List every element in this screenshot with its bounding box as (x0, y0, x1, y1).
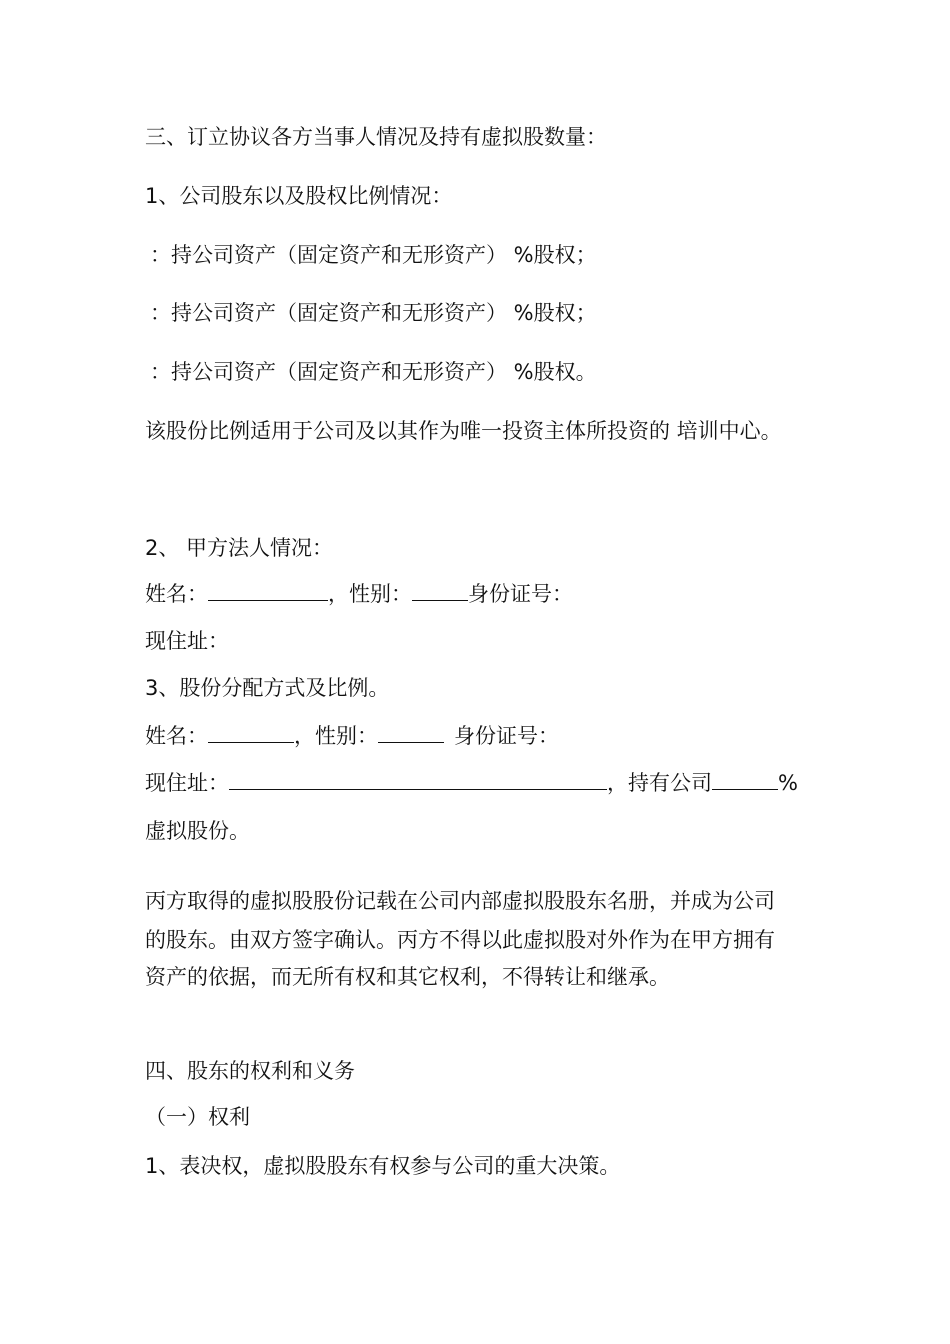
address-blank[interactable] (229, 769, 607, 790)
holding-label: ，持有公司 (607, 771, 712, 795)
name-blank[interactable] (208, 580, 328, 601)
name-label: 姓名： (145, 582, 208, 606)
party-c-name-row (145, 721, 559, 751)
item-2-title: 2、 甲方法人情况： (145, 536, 334, 560)
id-label: 身份证号： (468, 582, 573, 606)
gender-blank[interactable] (412, 580, 468, 601)
ratio-note: 该股份比例适用于公司及以其作为唯一投资主体所投资的 培训中心。 (145, 419, 782, 443)
section-3-heading: 三、订立协议各方当事人情况及持有虚拟股数量： (145, 125, 607, 149)
item-1-title: 1、公司股东以及股权比例情况： (145, 184, 453, 208)
party-a-name-row (145, 579, 573, 609)
party-a-address-row (145, 626, 229, 656)
name-blank[interactable] (208, 722, 294, 743)
address-label: 现住址： (145, 771, 229, 795)
paragraph-line-1: 丙方取得的虚拟股股份记载在公司内部虚拟股股东名册，并成为公司 (145, 889, 775, 913)
shareholder-line-1: ：持公司资产（固定资产和无形资产） %股权； (150, 243, 597, 267)
percent-sign: % (778, 771, 798, 795)
paragraph-line-3: 资产的依据，而无所有权和其它权利，不得转让和继承。 (145, 965, 670, 989)
rights-subheading: （一）权利 (145, 1105, 250, 1129)
id-label: 身份证号： (454, 724, 559, 748)
paragraph-line-2: 的股东。由双方签字确认。丙方不得以此虚拟股对外作为在甲方拥有 (145, 928, 775, 952)
rights-item-1: 1、表决权，虚拟股股东有权参与公司的重大决策。 (145, 1154, 621, 1178)
percent-blank[interactable] (712, 769, 778, 790)
shareholder-line-2: ：持公司资产（固定资产和无形资产） %股权； (150, 301, 597, 325)
name-label: 姓名： (145, 724, 208, 748)
gender-label: ，性别： (294, 724, 378, 748)
gender-blank[interactable] (378, 722, 444, 743)
section-4-heading: 四、股东的权利和义务 (145, 1059, 355, 1083)
shareholder-line-3: ：持公司资产（固定资产和无形资产） %股权。 (150, 360, 597, 384)
virtual-shares-text: 虚拟股份。 (145, 819, 250, 843)
gender-label: ，性别： (328, 582, 412, 606)
item-3-title: 3、股份分配方式及比例。 (145, 676, 390, 700)
party-c-address-row (145, 768, 798, 798)
address-label: 现住址： (145, 629, 229, 653)
